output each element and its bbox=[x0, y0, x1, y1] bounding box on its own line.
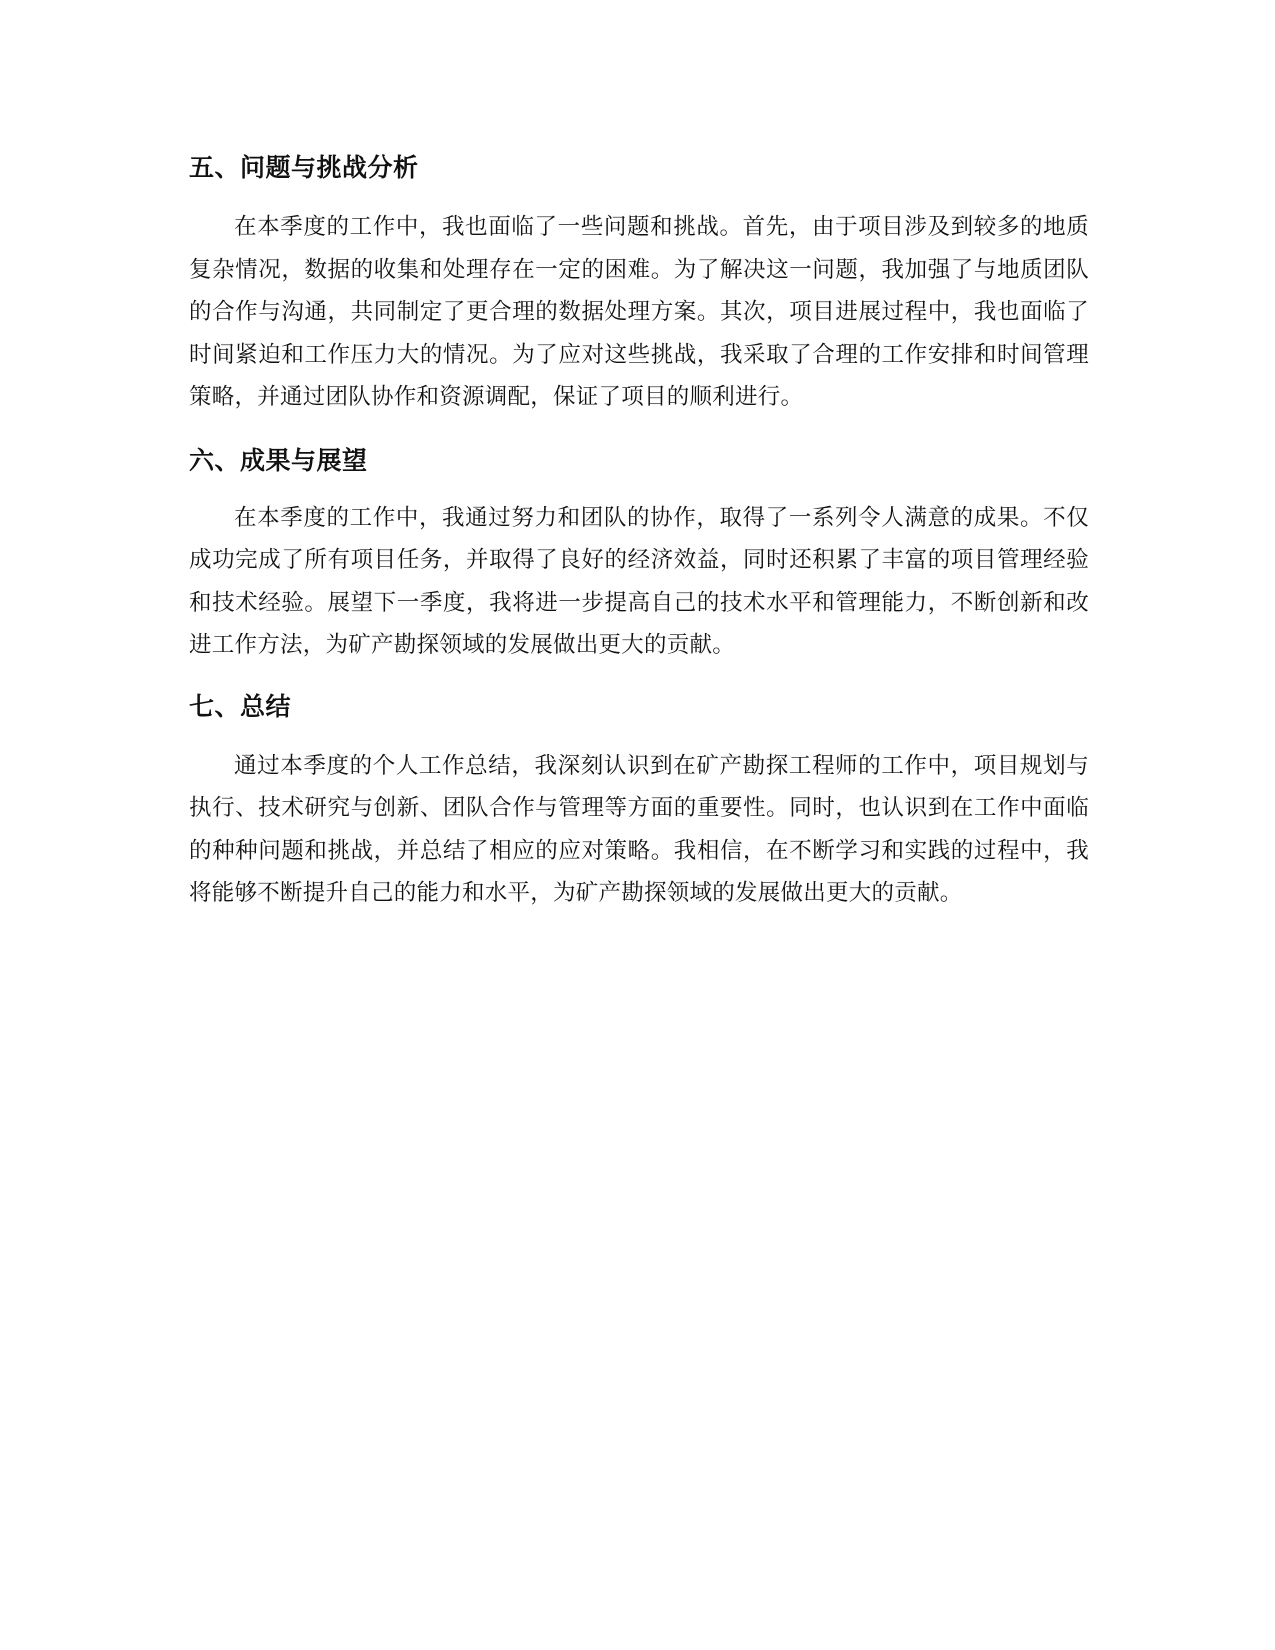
section-problems-challenges bbox=[189, 150, 1089, 419]
section-paragraph: 通过本季度的个人工作总结，我深刻认识到在矿产勘探工程师的工作中，项目规划与执行、技术研究与创新、团队合作与管理等方面的重要性。同时，也认识到在工作中面临的种种问题和挑战，并总结了相应的应对策略。我相信，在不断学习和实践的过程中，我将能够不断提升自己的能力和水平，为矿产勘探领域的发展做出更大的贡献。 bbox=[189, 752, 1089, 906]
document-content bbox=[189, 150, 1089, 915]
section-heading: 六、成果与展望 bbox=[189, 445, 368, 475]
section-results-outlook bbox=[189, 443, 1089, 667]
section-summary bbox=[189, 689, 1089, 915]
section-paragraph: 在本季度的工作中，我通过努力和团队的协作，取得了一系列令人满意的成果。不仅成功完成了所有项目任务，并取得了良好的经济效益，同时还积累了丰富的项目管理经验和技术经验。展望下一季度，我将进一步提高自己的技术水平和管理能力，不断创新和改进工作方法，为矿产勘探领域的发展做出更大的贡献。 bbox=[189, 504, 1089, 658]
section-paragraph: 在本季度的工作中，我也面临了一些问题和挑战。首先，由于项目涉及到较多的地质复杂情况，数据的收集和处理存在一定的困难。为了解决这一问题，我加强了与地质团队的合作与沟通，共同制定了更合理的数据处理方案。其次，项目进展过程中，我也面临了时间紧迫和工作压力大的情况。为了应对这些挑战，我采取了合理的工作安排和时间管理策略，并通过团队协作和资源调配，保证了项目的顺利进行。 bbox=[189, 214, 1089, 410]
section-heading: 五、问题与挑战分析 bbox=[189, 153, 419, 182]
section-heading: 七、总结 bbox=[189, 691, 292, 721]
